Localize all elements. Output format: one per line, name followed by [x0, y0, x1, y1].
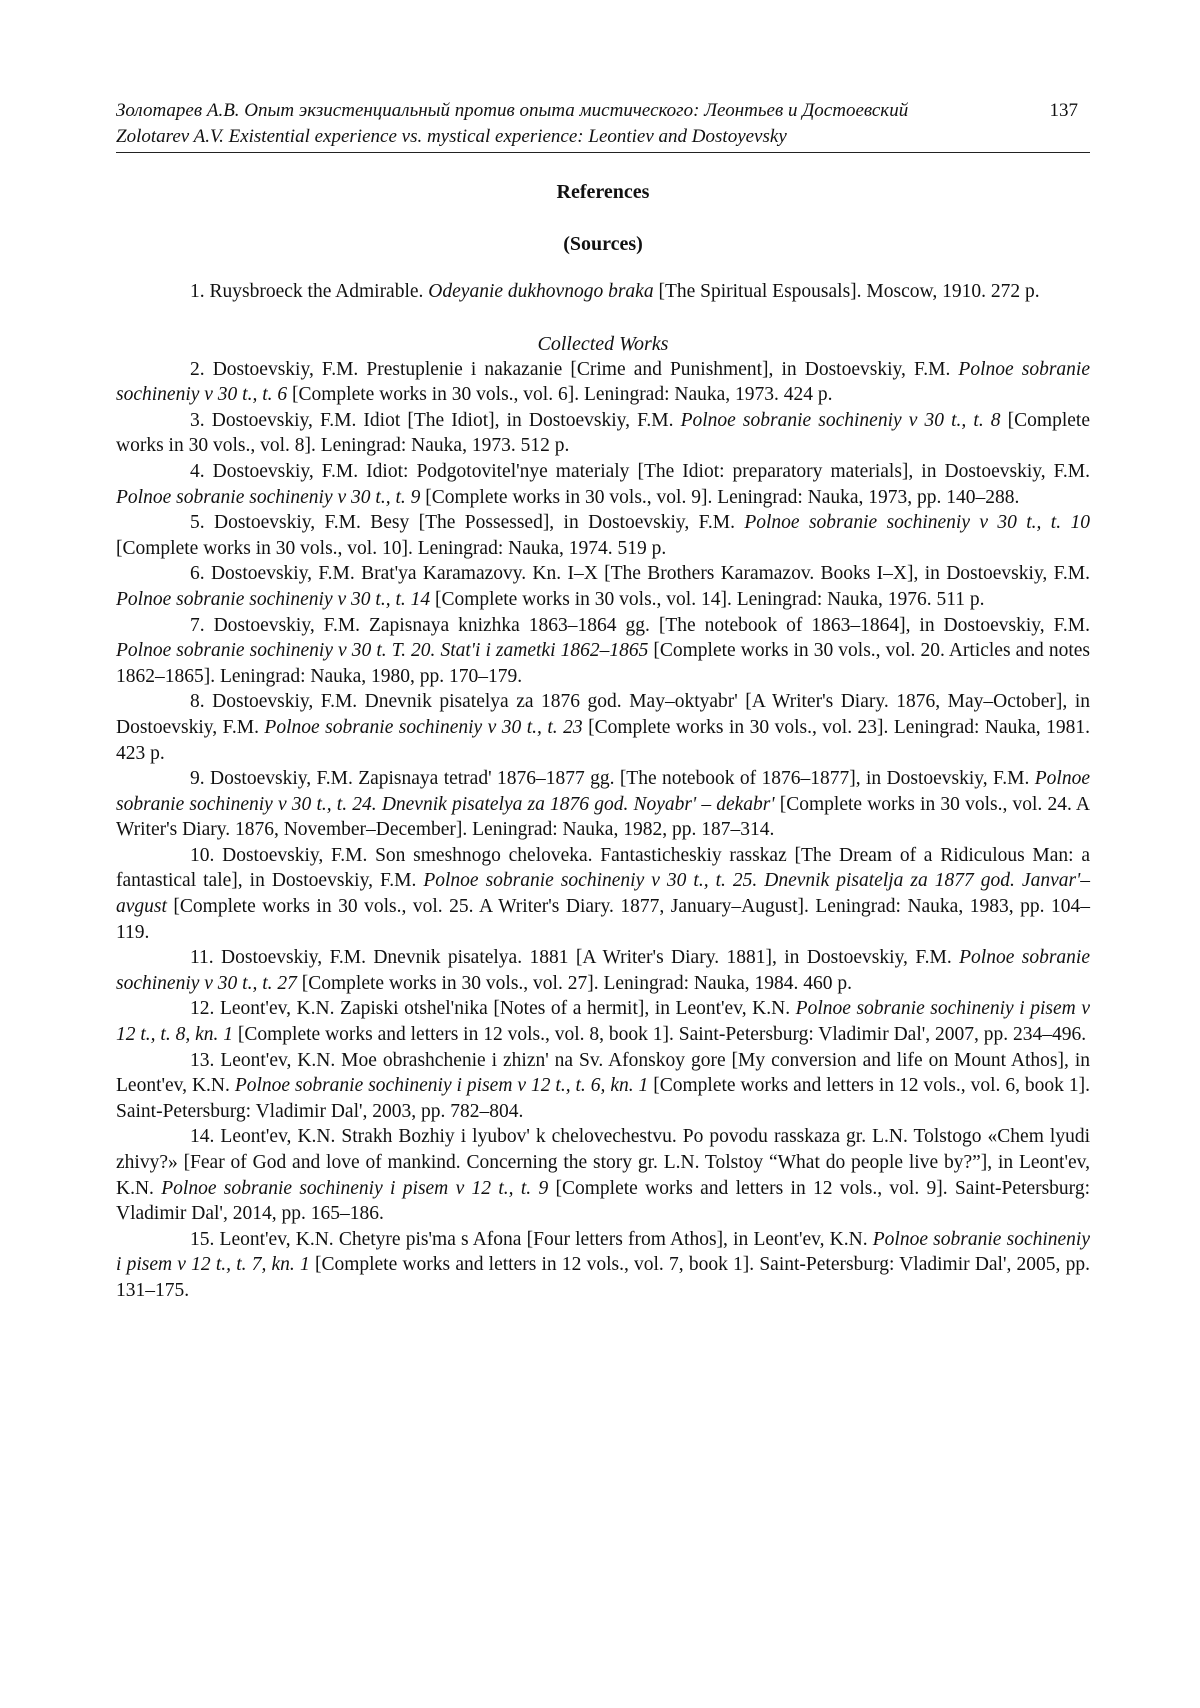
reference-item: [116, 1048, 1090, 1125]
reference-item: [116, 408, 1090, 459]
reference-text: Dostoevskiy, F.M. Besy [The Possessed], in Dostoevskiy, F.M.: [204, 512, 745, 534]
reference-text: Leont'ev, K.N. Chetyre pis'ma s Afona [Four letters from Athos], in Leont'ev, K.N.: [214, 1228, 873, 1250]
reference-text: [Complete works in 30 vols., vol. 10]. Leningrad: Nauka, 1974. 519 p.: [116, 537, 667, 559]
reference-text: [Complete works and letters in 12 vols., vol. 7, book 1]. Saint-Petersburg: Vladimir Dal', 2005, pp. 131–175.: [116, 1254, 1090, 1301]
reference-title: Polnoe sobranie sochineniy v 30 t., t. 8: [680, 409, 1001, 431]
reference-title: Polnoe sobranie sochineniy v 30 t., t. 23: [264, 716, 583, 738]
reference-text: Leont'ev, K.N. Zapiski otshel'nika [Notes of a hermit], in Leont'ev, K.N.: [214, 998, 796, 1020]
reference-item: [116, 843, 1090, 945]
reference-text: Leont'ev, K.N. Strakh Bozhiy i lyubov' k chelovechestvu. Po povodu rasskaza gr. L.N. Tolstogo «Chem lyudi zhivy?» [Fear of God and love of mankind. Concerning the story gr. L.N. Tolstoy “What do people live by?”], in Leont'ev, K.N.: [116, 1126, 1090, 1199]
reference-number: 12.: [190, 998, 215, 1020]
reference-text: Leont'ev, K.N. Moe obrashchenie i zhizn' na Sv. Afonskoy gore [My conversion and life on Mount Athos], in Leont'ev, K.N.: [116, 1049, 1090, 1097]
reference-text: Dostoevskiy, F.M. Son smeshnogo cheloveka. Fantasticheskiy rasskaz [The Dream of a Ridiculous Man: a fantastical tale], in Dostoevskiy, F.M.: [116, 844, 1090, 892]
reference-title: Polnoe sobranie sochineniy v 30 t., t. 9: [116, 486, 421, 508]
reference-item: [116, 689, 1090, 766]
reference-text: [Complete works in 30 vols., vol. 14]. Leningrad: Nauka, 1976. 511 p.: [430, 588, 985, 610]
reference-number: 15.: [190, 1228, 215, 1250]
reference-number: 3.: [190, 409, 205, 431]
reference-item: [116, 1227, 1090, 1304]
reference-item: [116, 510, 1090, 561]
section-title: References: [556, 181, 650, 203]
reference-title: Polnoe sobranie sochineniy v 30 t., t. 24. Dnevnik pisatelya za 1876 god. Noyabr' – dekabr': [116, 768, 1090, 815]
reference-title: Polnoe sobranie sochineniy v 30 t. T. 20. Stat'i i zametki 1862–1865: [116, 640, 649, 662]
reference-text: [Complete works in 30 vols., vol. 23]. Leningrad: Nauka, 1981. 423 p.: [116, 716, 1090, 764]
reference-title: Polnoe sobranie sochineniy i pisem v 12 t., t. 8, kn. 1: [116, 998, 1090, 1046]
reference-title: Polnoe sobranie sochineniy v 30 t., t. 14: [116, 588, 431, 610]
reference-number: 11.: [190, 947, 214, 969]
reference-title: Polnoe sobranie sochineniy i pisem v 12 t., t. 6, kn. 1: [234, 1075, 649, 1097]
reference-item: [116, 996, 1090, 1047]
running-header: [116, 98, 1090, 153]
reference-title: Polnoe sobranie sochineniy i pisem v 12 t., t. 9: [161, 1177, 549, 1199]
reference-number: 2.: [190, 358, 205, 380]
reference-item: [116, 561, 1090, 612]
reference-number: 9.: [190, 768, 205, 790]
collected-works-heading: Collected Works: [537, 332, 669, 355]
reference-number: 5.: [190, 512, 205, 534]
reference-number: 6.: [190, 563, 205, 585]
reference-text: [Complete works and letters in 12 vols., vol. 9]. Saint-Petersburg: Vladimir Dal', 2014, pp. 165–186.: [116, 1177, 1090, 1225]
reference-item: [116, 279, 1090, 305]
header-title-en: Zolotarev A.V. Existential experience vs. mystical experience: Leontiev and Dostoyevsky: [116, 126, 787, 147]
reference-item: [116, 459, 1090, 510]
reference-text: Ruysbroeck the Admirable.: [204, 281, 429, 302]
reference-list: [116, 279, 1090, 1304]
reference-number: 10.: [190, 844, 215, 866]
reference-text: [Complete works in 30 vols., vol. 27]. Leningrad: Nauka, 1984. 460 p.: [296, 972, 853, 994]
reference-title: Odeyanie dukhovnogo braka: [428, 281, 654, 302]
reference-number: 4.: [190, 460, 205, 482]
reference-text: [Complete works in 30 vols., vol. 9]. Leningrad: Nauka, 1973, pp. 140–288.: [420, 486, 1020, 508]
reference-number: 7.: [190, 614, 205, 636]
reference-text: Dostoevskiy, F.M. Brat'ya Karamazovy. Kn. I–X [The Brothers Karamazov. Books I–X], in Dostoevskiy, F.M.: [204, 563, 1090, 585]
reference-item: [116, 613, 1090, 690]
reference-number: 13.: [190, 1049, 215, 1071]
reference-text: Dostoevskiy, F.M. Prestuplenie i nakazanie [Crime and Punishment], in Dostoevskiy, F.M.: [204, 358, 959, 380]
reference-item: [116, 766, 1090, 843]
header-title-ru: Золотарев А.В. Опыт экзистенциальный против опыта мистического: Леонтьев и Достоевский: [116, 100, 909, 121]
reference-item: [116, 945, 1090, 996]
reference-text: Dostoevskiy, F.M. Zapisnaya knizhka 1863–1864 gg. [The notebook of 1863–1864], in Dostoevskiy, F.M.: [204, 614, 1090, 636]
reference-item: [116, 357, 1090, 408]
reference-text: [Complete works in 30 vols., vol. 24. A Writer's Diary. 1876, November–December]. Leningrad: Nauka, 1982, pp. 187–314.: [116, 793, 1091, 841]
page: [116, 98, 1090, 1304]
reference-title: Polnoe sobranie sochineniy v 30 t., t. 6: [116, 358, 1090, 406]
reference-title: Polnoe sobranie sochineniy i pisem v 12 t., t. 7, kn. 1: [116, 1228, 1091, 1276]
reference-title: Polnoe sobranie sochineniy v 30 t., t. 25. Dnevnik pisatelja za 1877 god. Janvar'–avgust: [116, 870, 1090, 918]
reference-number: 1.: [190, 281, 205, 302]
reference-title: Polnoe sobranie sochineniy v 30 t., t. 10: [744, 512, 1090, 534]
reference-text: [Complete works in 30 vols., vol. 25. A Writer's Diary. 1877, January–August]. Leningrad: Nauka, 1983, pp. 104–119.: [116, 896, 1090, 943]
reference-title: Polnoe sobranie sochineniy v 30 t., t. 27: [116, 947, 1090, 994]
section-subtitle: (Sources): [563, 233, 643, 255]
reference-text: [Complete works and letters in 12 vols., vol. 6, book 1]. Saint-Petersburg: Vladimir Dal', 2003, pp. 782–804.: [116, 1075, 1090, 1122]
reference-text: Dostoevskiy, F.M. Idiot [The Idiot], in Dostoevskiy, F.M.: [204, 409, 681, 431]
reference-text: Dostoevskiy, F.M. Zapisnaya tetrad' 1876–1877 gg. [The notebook of 1876–1877], in Dostoevskiy, F.M.: [204, 768, 1035, 790]
reference-text: Dostoevskiy, F.M. Dnevnik pisatelya. 1881 [A Writer's Diary. 1881], in Dostoevskiy, F.M.: [213, 947, 960, 969]
reference-text: Dostoevskiy, F.M. Dnevnik pisatelya za 1876 god. May–oktyabr' [A Writer's Diary. 1876, May–October], in Dostoevskiy, F.M.: [116, 691, 1090, 738]
reference-text: [Complete works and letters in 12 vols., vol. 8, book 1]. Saint-Petersburg: Vladimir Dal', 2007, pp. 234–496.: [233, 1024, 1087, 1046]
reference-text: Dostoevskiy, F.M. Idiot: Podgotovitel'nye materialy [The Idiot: preparatory materials], in Dostoevskiy, F.M.: [204, 460, 1090, 482]
reference-text: [Complete works in 30 vols., vol. 20. Articles and notes 1862–1865]. Leningrad: Nauka, 1980, pp. 170–179.: [116, 640, 1090, 687]
reference-number: 14.: [190, 1126, 215, 1148]
reference-text: [The Spiritual Espousals]. Moscow, 1910. 272 p.: [653, 281, 1040, 302]
reference-number: 8.: [190, 691, 205, 713]
reference-text: [Complete works in 30 vols., vol. 8]. Leningrad: Nauka, 1973. 512 p.: [116, 409, 1090, 457]
reference-text: [Complete works in 30 vols., vol. 6]. Leningrad: Nauka, 1973. 424 p.: [287, 384, 833, 406]
reference-item: [116, 1124, 1090, 1226]
page-number: 137: [1049, 100, 1078, 121]
